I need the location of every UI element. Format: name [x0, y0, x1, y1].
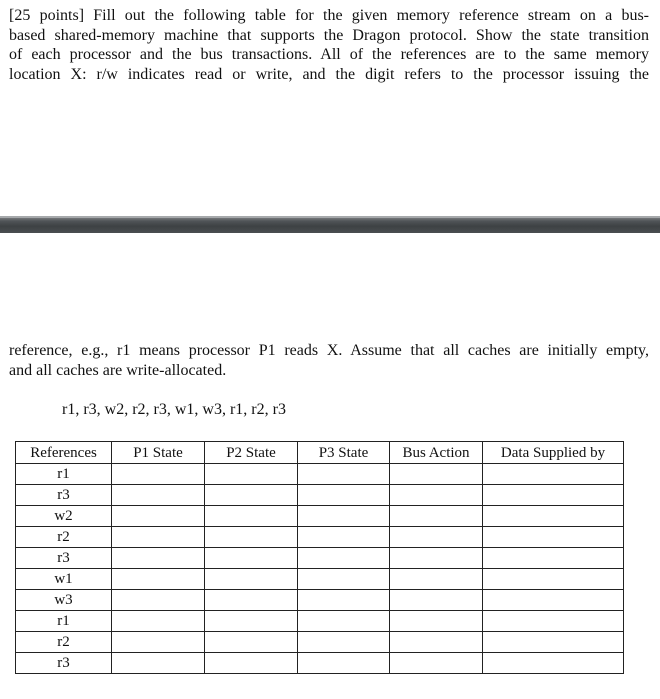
table-header-row: [16, 442, 624, 464]
p3-state-cell: [298, 569, 390, 590]
page-divider-bar: [0, 216, 660, 233]
p1-state-cell: [112, 527, 205, 548]
p1-state-cell: [112, 506, 205, 527]
p1-state-cell: [112, 569, 205, 590]
table-row: [16, 653, 624, 674]
p2-state-cell: [205, 611, 298, 632]
header-references: References: [16, 442, 112, 464]
p3-state-cell: [298, 464, 390, 485]
reference-cell: r3: [16, 485, 112, 506]
data-supplied-cell: [483, 632, 624, 653]
state-table: [15, 441, 624, 674]
table-row: [16, 611, 624, 632]
p2-state-cell: [205, 632, 298, 653]
bus-action-cell: [390, 527, 483, 548]
p2-state-cell: [205, 506, 298, 527]
reference-cell: r2: [16, 527, 112, 548]
bus-action-cell: [390, 590, 483, 611]
data-supplied-cell: [483, 569, 624, 590]
p3-state-cell: [298, 653, 390, 674]
p2-state-cell: [205, 527, 298, 548]
p1-state-cell: [112, 485, 205, 506]
data-supplied-cell: [483, 527, 624, 548]
reference-cell: w2: [16, 506, 112, 527]
table-row: [16, 527, 624, 548]
p2-state-cell: [205, 590, 298, 611]
p1-state-cell: [112, 548, 205, 569]
data-supplied-cell: [483, 590, 624, 611]
table-row: [16, 506, 624, 527]
bus-action-cell: [390, 569, 483, 590]
p1-state-cell: [112, 464, 205, 485]
question-intro: [9, 6, 649, 84]
bus-action-cell: [390, 485, 483, 506]
table-row: [16, 569, 624, 590]
p1-state-cell: [112, 611, 205, 632]
p2-state-cell: [205, 485, 298, 506]
data-supplied-cell: [483, 611, 624, 632]
bus-action-cell: [390, 506, 483, 527]
p1-state-cell: [112, 653, 205, 674]
bus-action-cell: [390, 611, 483, 632]
reference-cell: r3: [16, 548, 112, 569]
intro-line: location X: r/w indicates read or write, and the digit refers to the processor issuing the: [9, 65, 649, 83]
intro-line: of each processor and the bus transactions. All of the references are to the same memory: [9, 46, 649, 63]
header-data-supplied-by: Data Supplied by: [483, 442, 624, 464]
p3-state-cell: [298, 506, 390, 527]
data-supplied-cell: [483, 464, 624, 485]
header-p1-state: P1 State: [112, 442, 205, 464]
reference-cell: w3: [16, 590, 112, 611]
reference-cell: r1: [16, 464, 112, 485]
bus-action-cell: [390, 464, 483, 485]
p1-state-cell: [112, 632, 205, 653]
reference-cell: w1: [16, 569, 112, 590]
reference-cell: r3: [16, 653, 112, 674]
p3-state-cell: [298, 485, 390, 506]
continuation-line: reference, e.g., r1 means processor P1 reads X. Assume that all caches are initially empty,: [9, 342, 649, 359]
p2-state-cell: [205, 569, 298, 590]
question-continuation: [9, 341, 649, 380]
p3-state-cell: [298, 548, 390, 569]
p3-state-cell: [298, 527, 390, 548]
header-p3-state: P3 State: [298, 442, 390, 464]
data-supplied-cell: [483, 653, 624, 674]
table-row: [16, 590, 624, 611]
bus-action-cell: [390, 632, 483, 653]
continuation-line: and all caches are write-allocated.: [9, 361, 227, 379]
reference-cell: r2: [16, 632, 112, 653]
p2-state-cell: [205, 548, 298, 569]
reference-stream: r1, r3, w2, r2, r3, w1, w3, r1, r2, r3: [62, 401, 286, 418]
data-supplied-cell: [483, 548, 624, 569]
bus-action-cell: [390, 548, 483, 569]
header-bus-action: Bus Action: [390, 442, 483, 464]
data-supplied-cell: [483, 485, 624, 506]
header-p2-state: P2 State: [205, 442, 298, 464]
table-row: [16, 632, 624, 653]
reference-cell: r1: [16, 611, 112, 632]
p3-state-cell: [298, 590, 390, 611]
p2-state-cell: [205, 464, 298, 485]
table-row: [16, 464, 624, 485]
p1-state-cell: [112, 590, 205, 611]
data-supplied-cell: [483, 506, 624, 527]
p3-state-cell: [298, 632, 390, 653]
table-row: [16, 485, 624, 506]
p2-state-cell: [205, 653, 298, 674]
table-row: [16, 548, 624, 569]
bus-action-cell: [390, 653, 483, 674]
p3-state-cell: [298, 611, 390, 632]
intro-line: [25 points] Fill out the following table for the given memory reference stream on a bus-: [9, 7, 649, 24]
intro-line: based shared-memory machine that supports the Dragon protocol. Show the state transition: [9, 26, 649, 44]
